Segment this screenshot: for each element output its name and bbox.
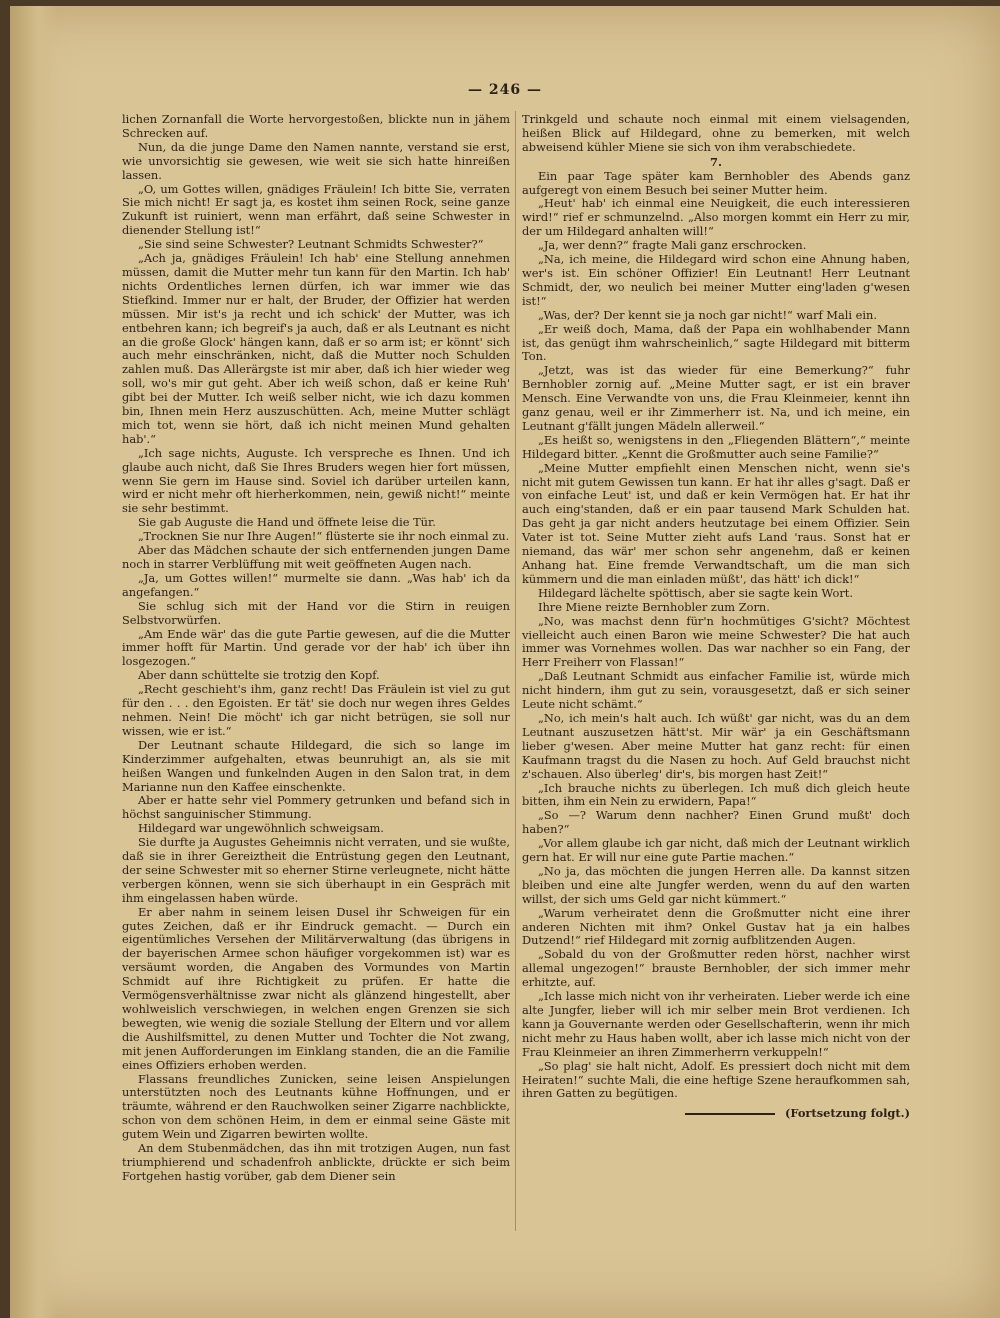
paragraph: Er aber nahm in seinem leisen Dusel ihr Schweigen für ein gutes Zeichen, daß er ihr Eindruck gemacht. — Durch ein eigentümliches Versehen der Militärverwaltung (das übrigens in der bayerischen Armee schon häufiger vorgekommen ist) war es versäumt worden, die Angaben des Vormundes von Martin Schmidt auf ihre Richtigkeit zu prüfen. Er hatte die Vermögensverhältnisse zwar nicht als glänzend hingestellt, aber wohlweislich verschwiegen, in welchen engen Grenzen sie sich bewegten, wie wenig die soziale Stellung der Eltern und vor allem die Aushilfsmittel, zu denen Mutter und Tochter die Not zwang, mit jenen Aufforderungen im Einklang standen, die an die Familie eines Offiziers erhoben werden. xyxy=(122,904,510,1072)
paragraph: Ihre Miene reizte Bernhobler zum Zorn. xyxy=(537,599,770,614)
paragraph: „So —? Warum denn nachher? Einen Grund mußt' doch haben?“ xyxy=(522,808,910,837)
paragraph: „Ja, um Gottes willen!“ murmelte sie dann. „Was hab' ich da angefangen.“ xyxy=(122,570,510,599)
paragraph: Aber er hatte sehr viel Pommery getrunken und befand sich in höchst sanguinischer Stimmung. xyxy=(122,793,510,822)
paragraph: Trinkgeld und schaute noch einmal mit einem vielsagenden, heißen Blick auf Hildegard, ohne zu bemerken, mit welch abweisend kühler Miene sie sich von ihm verabschiedete. xyxy=(522,112,910,154)
column-divider xyxy=(515,111,516,1231)
paragraph: Hildegard war ungewöhnlich schweigsam. xyxy=(137,821,384,836)
paragraph: Nun, da die junge Dame den Namen nannte, verstand sie erst, wie unvorsichtig sie gewesen, wie weit sie sich hatte hinreißen lassen. xyxy=(122,139,510,182)
paragraph: „Ach ja, gnädiges Fräulein! Ich hab' eine Stellung annehmen müssen, damit die Mutter mehr tun kann für den Martin. Ich hab' nichts Ordentliches lernen dürfen, ich war immer wie das Stiefkind. Immer nur er halt, der Bruder, der Offizier hat werden müssen. Mir ist's ja recht und ich schick' der Mutter, was ich entbehren kann; ich begreif's ja auch, daß er als Leutnant es nicht an die große Glock' hängen kann, daß er so arm ist; er könnt' sich auch mehr einschränken, nicht, daß die Mutter noch Schulden zahlen muß. Das Allerärgste ist mir aber, daß ich hier wieder weg soll, wo's mir gut geht. Aber ich weiß schon, daß er keine Ruh' gibt bei der Mutter. Ich weiß selber nicht, wie ich dazu kommen bin, Ihnen mein Herz auszuschütten. Ach, meine Mutter schlägt mich tot, wenn sie hört, daß ich nicht meinen Mund gehalten hab'.“ xyxy=(122,251,510,446)
paragraph: „Ich lasse mich nicht von ihr verheiraten. Lieber werde ich eine alte Jungfer, lieber will ich mir selber mein Brot verdienen. Ich kann ja Gouvernante werden oder Gesellschafterin, wenn ihr mich nicht mehr zu Haus haben wollt, aber ich lasse mich nicht von der Frau Kleinmeier an ihren Zimmerherrn verkuppeln!“ xyxy=(522,989,910,1059)
paragraph: „Ich sage nichts, Auguste. Ich verspreche es Ihnen. Und ich glaube auch nicht, daß Sie Ihres Bruders wegen hier fort müssen, wenn Sie gern im Hause sind. Soviel ich darüber urteilen kann, wird er nicht mehr oft hierherkommen, nein, gewiß nicht!“ meinte sie sehr bestimmt. xyxy=(122,445,510,516)
paragraph: „Na, ich meine, die Hildegard wird schon eine Ahnung haben, wer's ist. Ein schöner Offizier! Ein Leutnant! Herr Leutnant Schmidt, der, wo neulich bei meiner Mutter eing'laden g'wesen ist!“ xyxy=(522,252,910,308)
continued-label: (Fortsetzung folgt.) xyxy=(784,1106,910,1121)
paragraph: Aber das Mädchen schaute der sich entfernenden jungen Dame noch in starrer Verblüffung mit weit geöffneten Augen nach. xyxy=(122,543,510,571)
paragraph: „Vor allem glaube ich gar nicht, daß mich der Leutnant wirklich gern hat. Er will nur eine gute Partie machen.“ xyxy=(522,836,910,865)
end-rule xyxy=(685,1113,775,1115)
continuation-note xyxy=(522,1107,910,1121)
paragraph: „Ja, wer denn?“ fragte Mali ganz erschrocken. xyxy=(537,238,807,253)
paragraph: „Meine Mutter empfiehlt einen Menschen nicht, wenn sie's nicht mit gutem Gewissen tun kann. Er hat ihr alles g'sagt. Daß er von einfache Leut' ist, und daß er kein Vermögen hat. Er hat ihr auch eing'standen, daß er ein paar tausend Mark Schulden hat. Das geht ja gar nicht anders heutzutage bei einem Offizier. Sein Vater ist tot. Seine Mutter zieht aufs Land 'raus. Sonst hat er niemand, das wär' mer schon sehr angenehm, daß er keinen Anhang hat. Eine fremde Verwandtschaft, um die man sich kümmern und die man einladen müßt', das hätt' ich dick!“ xyxy=(522,460,910,586)
paragraph: „Sobald du von der Großmutter reden hörst, nachher wirst allemal ungezogen!“ brauste Bernhobler, der sich immer mehr erhitzte, auf. xyxy=(522,947,910,990)
paragraph: „No ja, das möchten die jungen Herren alle. Da kannst sitzen bleiben und eine alte Jungfer werden, wenn du auf den warten willst, der sich ums Geld gar nicht kümmert.“ xyxy=(522,863,910,906)
paragraph: Sie schlug sich mit der Hand vor die Stirn in reuigen Selbstvorwürfen. xyxy=(122,598,510,627)
paragraph: „Sie sind seine Schwester? Leutnant Schmidts Schwester?“ xyxy=(137,237,484,252)
right-column xyxy=(522,113,910,1121)
paragraph: „Trocknen Sie nur Ihre Augen!“ flüsterte sie ihr noch einmal zu. xyxy=(137,529,510,544)
paragraph: „So plag' sie halt nicht, Adolf. Es pressiert doch nicht mit dem Heiraten!“ suchte Mali, die eine heftige Szene heraufkommen sah, ihren Gatten zu begütigen. xyxy=(522,1058,910,1101)
paragraph: „Daß Leutnant Schmidt aus einfacher Familie ist, würde mich nicht hindern, ihm gut zu sein, vorausgesetzt, daß er sich seiner Leute nicht schämt.“ xyxy=(522,669,910,712)
paragraph: Aber dann schüttelte sie trotzig den Kopf. xyxy=(137,668,380,683)
paragraph: Sie gab Auguste die Hand und öffnete leise die Tür. xyxy=(137,515,436,530)
paragraph: Hildegard lächelte spöttisch, aber sie sagte kein Wort. xyxy=(537,585,853,600)
paragraph: „No, ich mein's halt auch. Ich wüßt' gar nicht, was du an dem Leutnant auszusetzen hätt'st. Mir wär' ja ein Geschäftsmann lieber g'wesen. Aber meine Mutter hat ganz recht: für einen Kaufmann tragst du die Nasen zu hoch. Auf Geld brauchst nicht z'schauen. Also überleg' dir's, bis morgen hast Zeit!“ xyxy=(522,710,910,781)
paragraph: Sie durfte ja Augustes Geheimnis nicht verraten, und sie wußte, daß sie in ihrer Gereiztheit die Entrüstung gegen den Leutnant, der seine Schwester mit so eherner Stirne verleugnete, nicht hätte verbergen können, wenn sie sich überhaupt in ein Gespräch mit ihm eingelassen haben würde. xyxy=(122,835,510,905)
paragraph: „Am Ende wär' das die gute Partie gewesen, auf die die Mutter immer hofft für Martin. Und gerade vor der hab' ich über ihn losgezogen.“ xyxy=(122,626,510,669)
paragraph: „Recht geschieht's ihm, ganz recht! Das Fräulein ist viel zu gut für den . . . den Egoisten. Er tät' sie doch nur wegen ihres Geldes nehmen. Nein! Die möcht' ich gar nicht betrügen, sie soll nur wissen, wie er ist.“ xyxy=(122,682,510,738)
paragraph: „Heut' hab' ich einmal eine Neuigkeit, die euch interessieren wird!“ rief er schmunzelnd. „Also morgen kommt ein Herr zu mir, der um Hildegard anhalten will!“ xyxy=(522,196,910,239)
paragraph: An dem Stubenmädchen, das ihn mit trotzigen Augen, nun fast triumphierend und schadenfroh anblickte, drückte er sich beim Fortgehen hastig vorüber, gab dem Diener sein xyxy=(122,1141,510,1183)
paragraph: Ein paar Tage später kam Bernhobler des Abends ganz aufgeregt von einem Besuch bei seiner Mutter heim. xyxy=(522,168,910,197)
paragraph: Der Leutnant schaute Hildegard, die sich so lange im Kinderzimmer aufgehalten, etwas beunruhigt an, als sie mit heißen Wangen und funkelnden Augen in den Salon trat, in dem Marianne nun den Kaffee einschenkte. xyxy=(122,737,510,794)
paragraph: „No, was machst denn für'n hochmütiges G'sicht? Möchtest vielleicht auch einen Baron wie meine Schwester? Die hat auch immer was Vornehmes wollen. Das war nachher so ein Fang, der Herr Freiherr von Flassan!“ xyxy=(522,613,910,670)
left-column xyxy=(122,113,510,1184)
newspaper-page xyxy=(10,6,1000,1318)
paragraph: „O, um Gottes willen, gnädiges Fräulein! Ich bitte Sie, verraten Sie mich nicht! Er sagt ja, es kostet ihm seinen Rock, seine ganze Zukunft ist ruiniert, wenn man erfährt, daß seine Schwester in dienender Stellung ist!“ xyxy=(122,181,510,238)
paragraph: „Es heißt so, wenigstens in den „Fliegenden Blättern“,“ meinte Hildegard bitter. „Kennt die Großmutter auch seine Familie?“ xyxy=(522,432,910,461)
paragraph: „Jetzt, was ist das wieder für eine Bemerkung?“ fuhr Bernhobler zornig auf. „Meine Mutter sagt, er ist ein braver Mensch. Eine Verwandte von uns, die Frau Kleinmeier, kennt ihn ganz genau, weil er ihr Zimmerherr ist. Na, und ich meine, ein Leutnant g'fällt jungen Mädeln allerweil.“ xyxy=(522,363,910,433)
paragraph: „Warum verheiratet denn die Großmutter nicht eine ihrer anderen Nichten mit ihm? Onkel Gustav hat ja ein halbes Dutzend!“ rief Hildegard mit zornig aufblitzenden Augen. xyxy=(522,905,910,948)
paragraph: „Er weiß doch, Mama, daß der Papa ein wohlhabender Mann ist, das genügt ihm wahrscheinlich,“ sagte Hildegard mit bitterm Ton. xyxy=(522,321,910,364)
paragraph: „Was, der? Der kennt sie ja noch gar nicht!“ warf Mali ein. xyxy=(537,307,877,322)
page-binding-edge xyxy=(10,6,58,1318)
paragraph: Flassans freundliches Zunicken, seine leisen Anspielungen unterstützten noch des Leutnants kühne Hoffnungen, und er träumte, während er den Rauchwolken seiner Zigarre nachblickte, schon von dem schönen Heim, in dem er einmal seine Gäste mit gutem Wein und Zigarren bewirten wollte. xyxy=(122,1071,510,1142)
paragraph: „Ich brauche nichts zu überlegen. Ich muß dich gleich heute bitten, ihm ein Nein zu erwidern, Papa!“ xyxy=(522,780,910,809)
page-number: — 246 — xyxy=(468,82,542,98)
paragraph: lichen Zornanfall die Worte hervorgestoßen, blickte nun in jähem Schrecken auf. xyxy=(122,112,510,140)
chapter-number: 7. xyxy=(710,154,722,169)
